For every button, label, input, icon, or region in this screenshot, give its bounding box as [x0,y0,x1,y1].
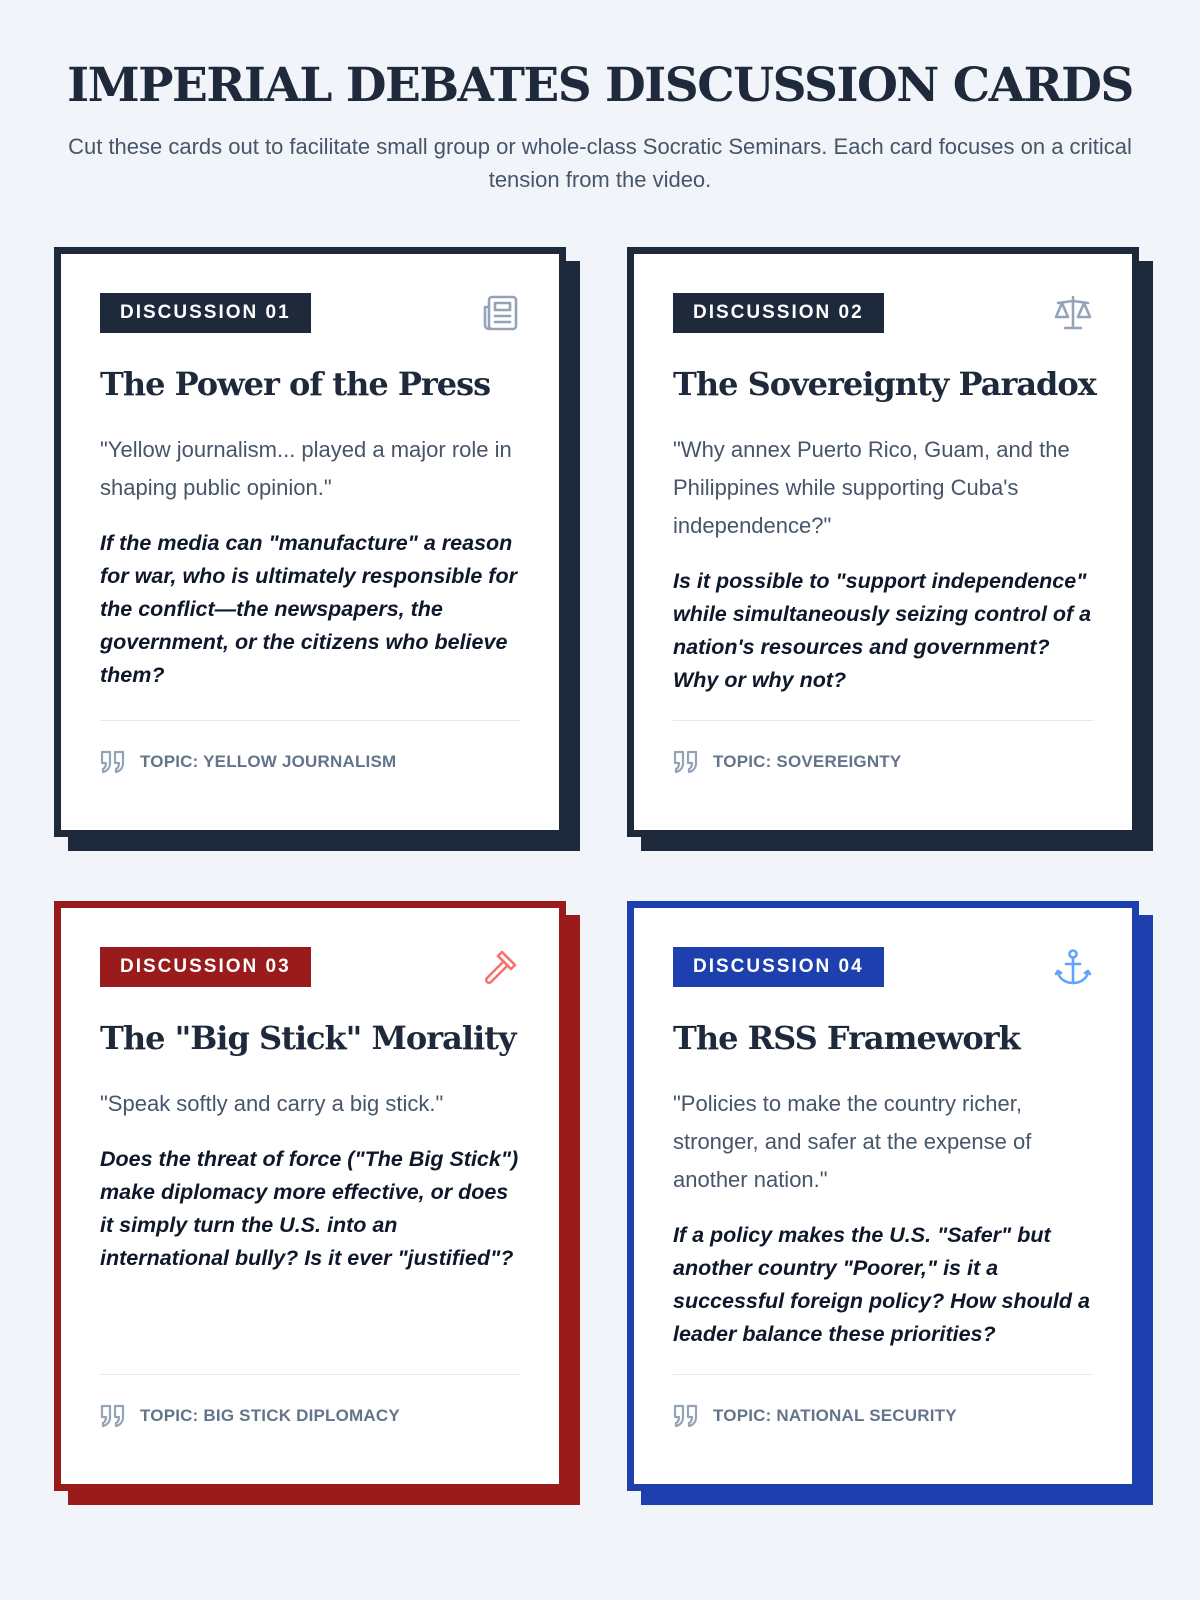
card-quote: "Yellow journalism... played a major role in shaping public opinion." [100,437,512,500]
card-badge: DISCUSSION 03 [100,947,311,987]
card-question: If a policy makes the U.S. "Safer" but another country "Poorer," is it a successful foreign policy? How should a leader balance these priorities? [673,1223,1090,1346]
discussion-card-04 [627,901,1139,1491]
card-badge: DISCUSSION 02 [673,293,884,333]
card-badge: DISCUSSION 01 [100,293,311,333]
card-topic: TOPIC: NATIONAL SECURITY [713,1405,957,1425]
page-subtitle: Cut these cards out to facilitate small group or whole-class Socratic Seminars. Each card focuses on a critical tension from the video. [68,134,1132,192]
card-quote: "Why annex Puerto Rico, Guam, and the Philippines while supporting Cuba's independence?" [673,437,1070,538]
card-title: The Sovereignty Paradox [673,365,1096,403]
discussion-card-02 [627,247,1139,837]
quote-icon [673,1403,699,1429]
card-question: Is it possible to "support independence" while simultaneously seizing control of a nation's resources and government? Why or why not? [673,569,1092,692]
card-question: If the media can "manufacture" a reason for war, who is ultimately responsible for the conflict—the newspapers, the government, or the citizens who believe them? [100,531,517,687]
gavel-icon [480,947,520,987]
card-footer [673,720,1093,798]
card-title: The RSS Framework [673,1019,1020,1057]
card-title: The "Big Stick" Morality [100,1019,516,1057]
card-question: Does the threat of force ("The Big Stick") make diplomacy more effective, or does it simply turn the U.S. into an international bully? Is it ever "justified"? [100,1147,519,1270]
page-title: IMPERIAL DEBATES DISCUSSION CARDS [67,58,1133,113]
discussion-card-01 [54,247,566,837]
newspaper-icon [480,293,520,333]
discussion-card-03 [54,901,566,1491]
card-footer [100,720,520,798]
card-badge: DISCUSSION 04 [673,947,884,987]
scale-icon [1053,293,1093,333]
card-title: The Power of the Press [100,365,491,403]
anchor-icon [1053,947,1093,987]
card-quote: "Policies to make the country richer, stronger, and safer at the expense of another nation." [673,1091,1032,1192]
card-topic: TOPIC: YELLOW JOURNALISM [140,751,397,771]
card-quote: "Speak softly and carry a big stick." [100,1091,444,1116]
card-footer [673,1374,1093,1452]
quote-icon [100,1403,126,1429]
quote-icon [100,749,126,775]
card-topic: TOPIC: SOVEREIGNTY [713,751,902,771]
card-topic: TOPIC: BIG STICK DIPLOMACY [140,1405,400,1425]
card-footer [100,1374,520,1452]
quote-icon [673,749,699,775]
